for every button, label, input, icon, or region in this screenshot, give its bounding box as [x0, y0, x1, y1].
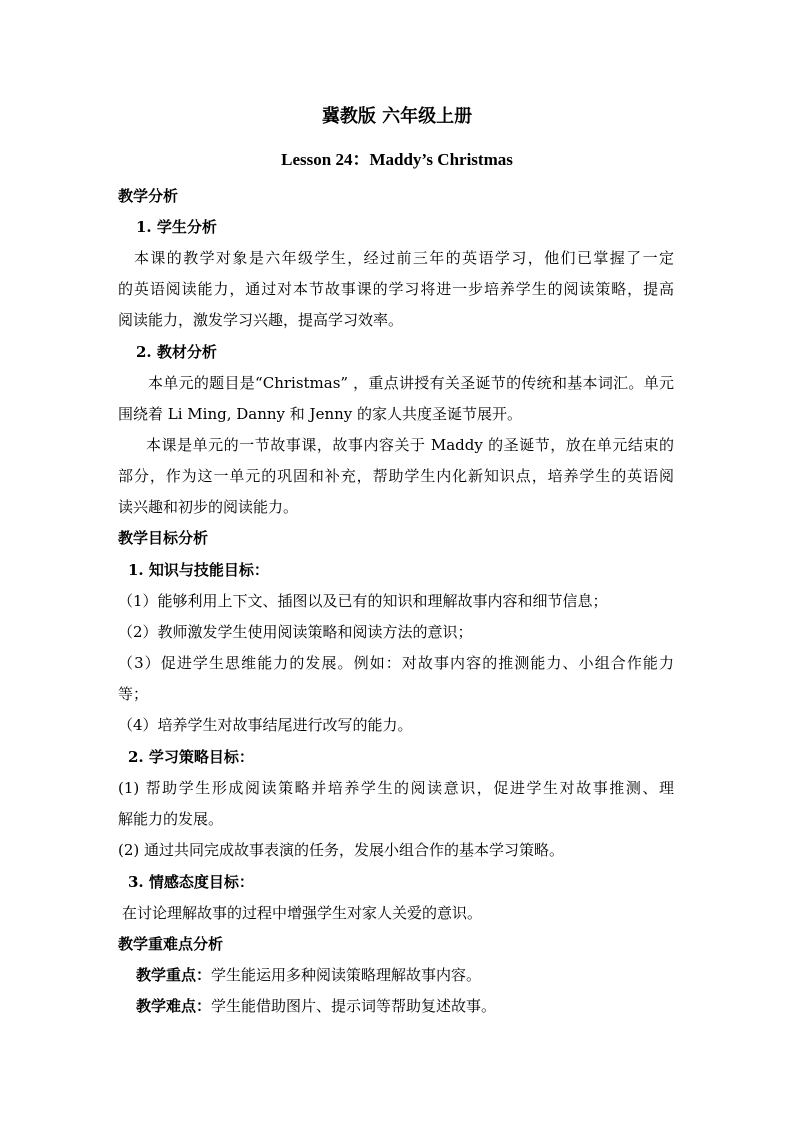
subheading-student-analysis: 1. 学生分析 [136, 218, 217, 236]
goal-item: （4）培养学生对故事结尾进行改写的能力。 [118, 716, 413, 734]
subheading-learning-strategy: 2. 学习策略目标： [128, 748, 254, 766]
section-heading-key-difficult-points: 教学重难点分析 [118, 935, 224, 953]
key-point-line [136, 965, 481, 985]
paragraph-line: 围绕着 Li Ming, Danny 和 Jenny 的家人共度圣诞节展开。 [118, 405, 523, 423]
paragraph-line: 本课的教学对象是六年级学生，经过前三年的英语学习，他们已掌握了一定 [134, 249, 674, 267]
difficult-point-label: 教学难点： [136, 997, 212, 1015]
paragraph-line: 的英语阅读能力，通过对本节故事课的学习将进一步培养学生的阅读策略，提高 [118, 280, 674, 298]
strategy-item: (2) 通过共同完成故事表演的任务，发展小组合作的基本学习策略。 [118, 841, 565, 859]
paragraph-line: 本课是单元的一节故事课，故事内容关于 Maddy 的圣诞节，放在单元结束的 [146, 436, 674, 454]
goal-item: （1）能够利用上下文、插图以及已有的知识和理解故事内容和细节信息； [118, 592, 608, 610]
paragraph-line: 本单元的题目是“Christmas” ，重点讲授有关圣诞节的传统和基本词汇。单元 [148, 374, 674, 392]
section-heading-teaching-goals: 教学目标分析 [118, 529, 209, 547]
goal-item: （3）促进学生思维能力的发展。例如：对故事内容的推测能力、小组合作能力 [118, 654, 674, 672]
paragraph-line: 读兴趣和初步的阅读能力。 [118, 498, 299, 516]
subheading-material-analysis: 2. 教材分析 [136, 343, 217, 361]
section-heading-teaching-analysis: 教学分析 [118, 187, 179, 205]
difficult-point-line [136, 996, 496, 1016]
subheading-knowledge-skills: 1. 知识与技能目标： [128, 561, 269, 579]
attitude-item: 在讨论理解故事的过程中增强学生对家人关爱的意识。 [122, 904, 483, 922]
difficult-point-text: 学生能借助图片、提示词等帮助复述故事。 [211, 997, 497, 1015]
goal-item: （2）教师激发学生使用阅读策略和阅读方法的意识； [118, 623, 473, 641]
paragraph-line: 部分，作为这一单元的巩固和补充，帮助学生内化新知识点，培养学生的英语阅 [118, 467, 674, 485]
key-point-label: 教学重点： [136, 966, 212, 984]
goal-item-continued: 等； [118, 685, 149, 703]
document-title: 冀教版 六年级上册 [321, 106, 473, 127]
strategy-item-continued: 解能力的发展。 [118, 810, 224, 828]
paragraph-line: 阅读能力，激发学习兴趣，提高学习效率。 [118, 311, 404, 329]
subheading-emotional-attitude: 3. 情感态度目标： [128, 873, 254, 891]
lesson-title: Lesson 24：Maddy’s Christmas [281, 150, 513, 169]
strategy-item: (1) 帮助学生形成阅读策略并培养学生的阅读意识，促进学生对故事推测、理 [118, 779, 674, 797]
key-point-text: 学生能运用多种阅读策略理解故事内容。 [211, 966, 482, 984]
